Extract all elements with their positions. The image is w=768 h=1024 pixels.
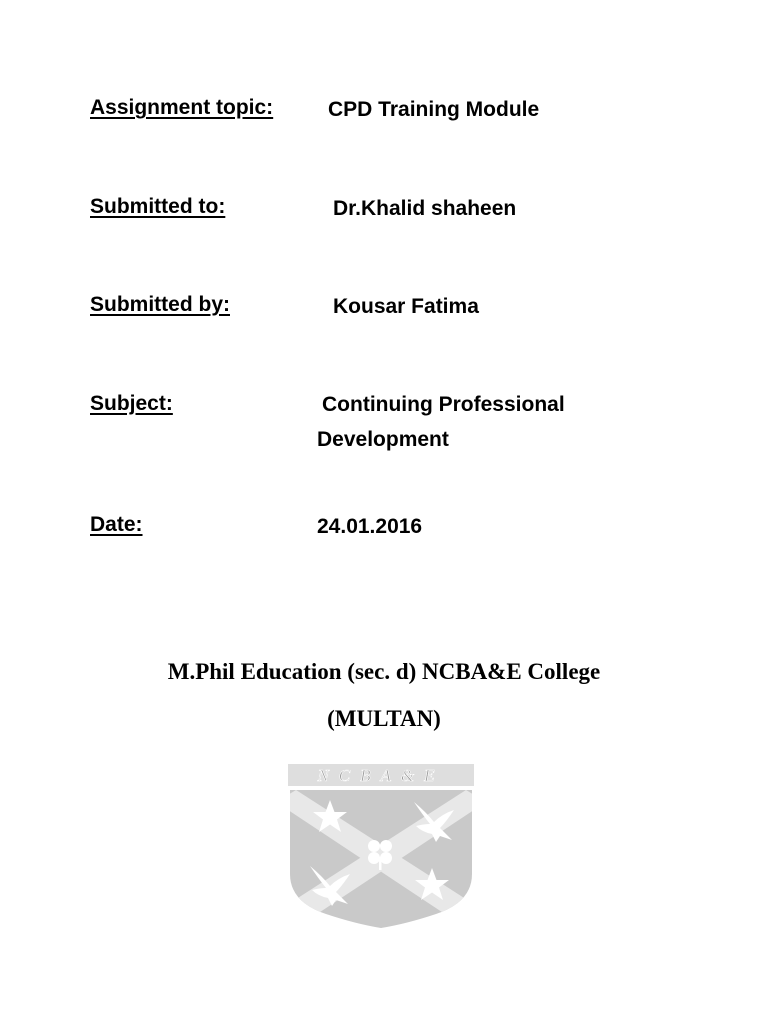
- subject-value-line2: Development: [317, 428, 449, 451]
- institution-name: M.Phil Education (sec. d) NCBA&E College: [167, 659, 601, 684]
- institution-city: (MULTAN): [327, 706, 441, 731]
- subject-value: [317, 387, 565, 457]
- assignment-topic-value: CPD Training Module: [328, 98, 540, 121]
- college-logo: [286, 762, 476, 930]
- subject-value-line1: Continuing Professional: [322, 393, 565, 416]
- subject-label: Subject:: [90, 392, 173, 415]
- submitted-by-value: Kousar Fatima: [333, 295, 479, 318]
- date-value: 24.01.2016: [317, 515, 423, 538]
- submitted-to-label: Submitted to:: [90, 195, 226, 218]
- assignment-topic-label: Assignment topic:: [90, 96, 274, 119]
- logo-text: NCBA&E: [317, 766, 445, 785]
- date-label: Date:: [90, 513, 143, 536]
- submitted-to-value: Dr.Khalid shaheen: [333, 197, 517, 220]
- submitted-by-label: Submitted by:: [90, 293, 230, 316]
